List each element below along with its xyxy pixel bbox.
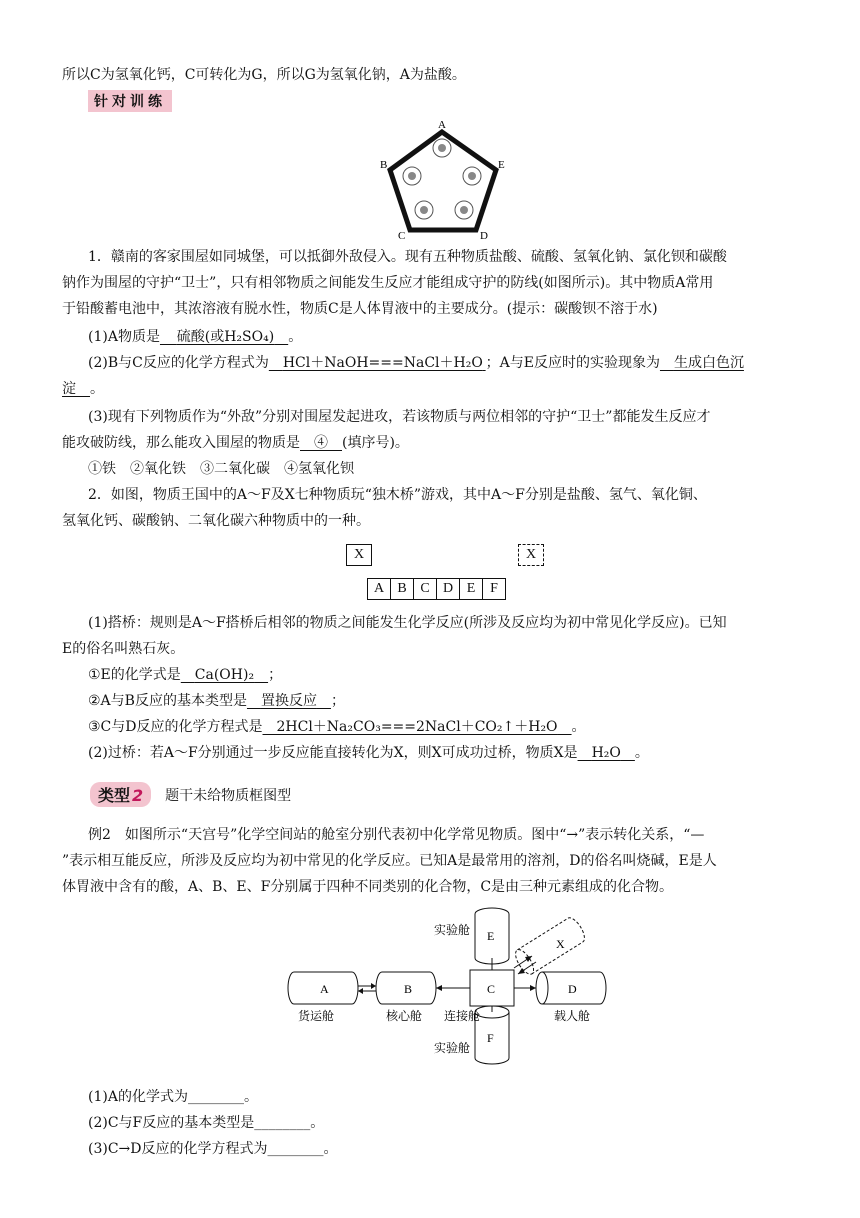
- node-e-label: E: [487, 929, 495, 943]
- q2-text-2: 氢氧化钙、碳酸钠、二氧化碳六种物质中的一种。: [62, 513, 370, 529]
- pentagon-diagram: [380, 118, 510, 240]
- q1-answer-2: HCl＋NaOH===NaCl＋H₂O: [282, 355, 483, 371]
- node-f-label: F: [487, 1031, 494, 1045]
- cabin-lab-bottom: 实验舱: [434, 1041, 471, 1055]
- bridge-cell: D: [436, 578, 460, 600]
- bridge-cells: [368, 578, 506, 600]
- cabin-crew: 载人舱: [554, 1009, 591, 1023]
- bridge-cell: B: [390, 578, 414, 600]
- ex2-q2: (2)C与F反应的基本类型是________。: [88, 1115, 325, 1131]
- q2-sub3: ③C与D反应的化学方程式是 2HCl＋Na₂CO₃===2NaCl＋CO₂↑＋H₂O 。: [88, 719, 586, 735]
- q1-answer-2c: 淀: [62, 381, 76, 397]
- ex2-q1: (1)A的化学式为________。: [88, 1089, 258, 1105]
- q1-text-2: 钠作为围屋的守护“卫士”，只有相邻物质之间能发生反应才能组成守护的防线(如图所示)。其中物质A常用: [62, 275, 714, 291]
- node-b-label: B: [404, 982, 413, 996]
- q2-part1-text-2: E的俗名叫熟石灰。: [62, 641, 185, 657]
- intro-line: 所以C为氢氧化钙，C可转化为G，所以G为氢氧化钠，A为盐酸。: [62, 67, 466, 83]
- node-a-label: A: [320, 982, 329, 996]
- bridge-cell: C: [413, 578, 437, 600]
- pentagon-label-e: E: [498, 159, 505, 171]
- q2-answer-1: Ca(OH)₂: [194, 667, 255, 683]
- ex2-text-1: 例2 如图所示“天宫号”化学空间站的舱室分别代表初中化学常见物质。图中“→”表示转化关系，“—: [88, 827, 705, 843]
- q1-part3-text: (3)现有下列物质作为“外敌”分别对围屋发起进攻，若该物质与两位相邻的守护“卫士”都能发生反应才: [88, 409, 711, 425]
- cabin-lab-top: 实验舱: [434, 923, 471, 937]
- q1-answer-1: 硫酸(或H₂SO₄): [176, 329, 275, 345]
- cabin-cargo: 货运舱: [298, 1009, 335, 1023]
- bridge-cell: E: [459, 578, 483, 600]
- q1-answer-2b: 生成白色沉: [673, 355, 744, 371]
- type-badge: 类型 2: [90, 782, 151, 807]
- q2-answer-4: H₂O: [591, 745, 621, 761]
- q1-part1: (1)A物质是 硫酸(或H₂SO₄) 。: [88, 329, 303, 345]
- node-c-label: C: [487, 982, 496, 996]
- cabin-link: 连接舱: [444, 1009, 481, 1023]
- pentagon-label-b: B: [380, 159, 388, 171]
- x-box-dashed: X: [518, 544, 544, 566]
- q2-part2: (2)过桥：若A～F分别通过一步反应能直接转化为X，则X可成功过桥，物质X是 H₂O 。: [88, 745, 649, 761]
- pentagon-label-c: C: [398, 230, 406, 240]
- space-station-diagram: [280, 900, 620, 1070]
- node-x-label: X: [556, 937, 565, 951]
- bridge-cell: F: [482, 578, 506, 600]
- cabin-core: 核心舱: [386, 1009, 423, 1023]
- ex2-text-2: ”表示相互能反应，所涉及反应均为初中常见的化学反应。已知A是最常用的溶剂，D的俗名叫烧碱，E是人: [62, 853, 717, 869]
- pentagon-label-d: D: [480, 230, 488, 240]
- q1-text-1: 1．赣南的客家围屋如同城堡，可以抵御外敌侵入。现有五种物质盐酸、硫酸、氢氧化钠、氯化钡和碳酸: [88, 249, 727, 265]
- type-title: 题干未给物质框图型: [165, 787, 292, 804]
- q1-part3: 能攻破防线，那么能攻入围屋的物质是 ④ (填序号)。: [62, 435, 409, 451]
- q2-text-1: 2．如图，物质王国中的A～F及X七种物质玩“独木桥”游戏，其中A～F分别是盐酸、氢气、氧化铜、: [88, 487, 707, 503]
- q2-answer-3: 2HCl＋Na₂CO₃===2NaCl＋CO₂↑＋H₂O: [276, 719, 558, 735]
- node-d-label: D: [568, 982, 577, 996]
- section-tag: 针对训练: [88, 90, 172, 112]
- type-heading: [90, 782, 291, 807]
- q1-part2: (2)B与C反应的化学方程式为 HCl＋NaOH===NaCl＋H₂O ；A与E反应时的实验现象为 生成白色沉: [88, 355, 744, 371]
- q2-sub2: ②A与B反应的基本类型是 置换反应 ；: [88, 693, 345, 709]
- ex2-q3: (3)C→D反应的化学方程式为________。: [88, 1141, 338, 1157]
- pentagon-label-a: A: [438, 119, 446, 131]
- q1-text-3: 于铅酸蓄电池中，其浓溶液有脱水性，物质C是人体胃液中的主要成分。(提示：碳酸钡不溶于水): [62, 301, 658, 317]
- x-box: X: [346, 544, 372, 566]
- q1-options: ①铁 ②氧化铁 ③二氧化碳 ④氢氧化钡: [88, 461, 354, 477]
- q2-part1-text-1: (1)搭桥：规则是A～F搭桥后相邻的物质之间能发生化学反应(所涉及反应均为初中常见化学反应)。已知: [88, 615, 727, 631]
- ex2-text-3: 体胃液中含有的酸，A、B、E、F分别属于四种不同类别的化合物，C是由三种元素组成的化合物。: [62, 879, 674, 895]
- q2-sub1: ①E的化学式是 Ca(OH)₂ ；: [88, 667, 283, 683]
- q1-part2-cont: 淀 。: [62, 381, 104, 397]
- q1-answer-3: ④: [314, 435, 328, 451]
- q2-answer-2: 置换反应: [260, 693, 317, 709]
- bridge-cell: A: [367, 578, 391, 600]
